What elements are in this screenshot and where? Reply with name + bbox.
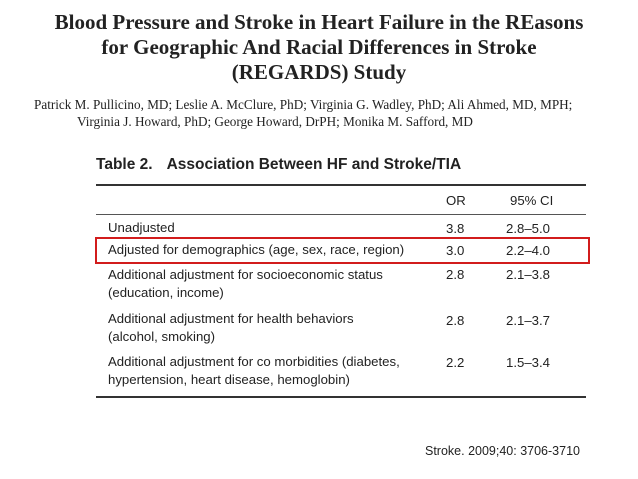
table-header-rule [96, 214, 586, 215]
author-line-2: Virginia J. Howard, PhD; George Howard, DrPH; Monika M. Safford, MD [77, 114, 473, 129]
table-cell-ci: 2.8–5.0 [506, 221, 550, 236]
table-row-label [108, 353, 400, 389]
table-cell-ci: 1.5–3.4 [506, 355, 550, 370]
table-cell-ci: 2.1–3.8 [506, 267, 550, 282]
table-label: Table 2. [96, 156, 153, 173]
row-label-line: Additional adjustment for co morbidities (diabetes, [108, 354, 400, 369]
row-label-line: (education, income) [108, 285, 224, 300]
title-line-3: (REGARDS) Study [231, 60, 407, 84]
column-header-or: OR [446, 193, 466, 208]
title-line-2: for Geographic And Racial Differences in Stroke [101, 35, 537, 59]
paper-title [0, 10, 638, 85]
row-label-line: Adjusted for demographics (age, sex, race, region) [108, 242, 405, 257]
title-line-1: Blood Pressure and Stroke in Heart Failure in the REasons [54, 10, 584, 34]
table-row-label [108, 219, 175, 237]
table-cell-ci: 2.1–3.7 [506, 313, 550, 328]
row-label-line: (alcohol, smoking) [108, 329, 216, 344]
highlight-box [95, 237, 590, 264]
table-top-rule [96, 184, 586, 186]
row-label-line: Additional adjustment for health behaviors [108, 311, 354, 326]
table-bottom-rule [96, 396, 586, 398]
table-row-label [108, 266, 383, 302]
table-cell-ci: 2.2–4.0 [506, 243, 550, 258]
table-cell-or: 3.0 [446, 243, 465, 258]
author-list [34, 96, 624, 130]
table-cell-or: 3.8 [446, 221, 465, 236]
table-caption [96, 156, 461, 174]
citation: Stroke. 2009;40: 3706-3710 [425, 444, 580, 458]
column-header-ci: 95% CI [510, 193, 554, 208]
table-cell-or: 2.8 [446, 313, 465, 328]
table-cell-or: 2.8 [446, 267, 465, 282]
table-cell-or: 2.2 [446, 355, 465, 370]
table-row-label [108, 310, 354, 346]
row-label-line: hypertension, heart disease, hemoglobin) [108, 372, 350, 387]
row-label-line: Unadjusted [108, 220, 175, 235]
author-line-1: Patrick M. Pullicino, MD; Leslie A. McClure, PhD; Virginia G. Wadley, PhD; Ali Ahmed, MD, MPH; [34, 97, 573, 112]
row-label-line: Additional adjustment for socioeconomic status [108, 267, 383, 282]
table-caption-text: Association Between HF and Stroke/TIA [166, 156, 462, 173]
